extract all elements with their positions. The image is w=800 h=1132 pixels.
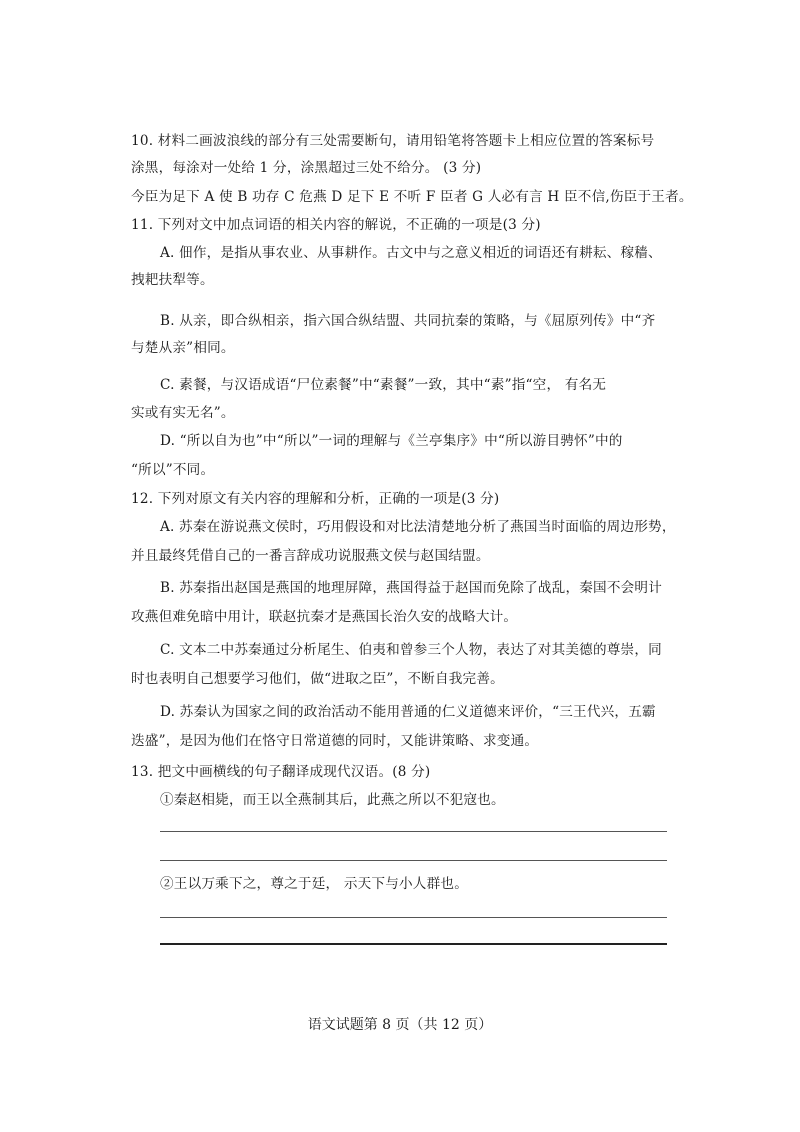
answer-line[interactable] <box>160 831 667 832</box>
q10-line-1: 10. 材料二画波浪线的部分有三处需要断句，请用铅笔将答题卡上相应位置的答案标号 <box>131 133 655 149</box>
q10-sentence: 今臣为足下 A 使 B 功存 C 危燕 D 足下 E 不听 F 臣者 G 人必有言 H 臣不信,伤臣于王者。 <box>131 189 693 205</box>
q11-option-b-line-2: 与楚从亲”相同。 <box>131 340 235 356</box>
q12-option-a-line-1: A. 苏秦在游说燕文侯时，巧用假设和对比法清楚地分析了燕国当时面临的周边形势， <box>160 519 676 535</box>
q11-option-d-line-2: “所以”不同。 <box>131 462 215 478</box>
page-footer: 语文试题第 8 页（共 12 页） <box>307 1017 493 1033</box>
q11-option-d-line-1: D. “所以自为也”中“所以”一词的理解与《兰亭集序》中“所以游目骋怀”中的 <box>160 433 623 449</box>
q11-option-a-line-2: 拽耙扶犁等。 <box>131 272 214 288</box>
q13-sentence-2: ②王以万乘下之，尊之于廷， 示天下与小人群也。 <box>160 876 468 892</box>
answer-line[interactable] <box>160 943 667 945</box>
q12-option-d-line-2: 迭盛”，是因为他们在恪守日常道德的同时，又能讲策略、求变通。 <box>131 733 539 749</box>
q12-option-a-line-2: 并且最终凭借自己的一番言辞成功说服燕文侯与赵国结盟。 <box>131 548 490 564</box>
q12-option-c-line-2: 时也表明自己想要学习他们，做“进取之臣”，不断自我完善。 <box>131 671 504 687</box>
q13-sentence-1: ①秦赵相毙，而王以全燕制其后，此燕之所以不犯寇也。 <box>160 792 505 808</box>
q11-option-c-line-2: 实或有实无名”。 <box>131 405 235 421</box>
q12-option-b-line-2: 攻燕但难免暗中用计，联赵抗秦才是燕国长治久安的战略大计。 <box>131 609 518 625</box>
q10-line-2: 涂黑，每涂对一处给 1 分，涂黑超过三处不给分。 (3 分) <box>131 160 482 176</box>
answer-line[interactable] <box>160 860 667 861</box>
answer-line[interactable] <box>160 917 667 918</box>
q11-option-c-line-1: C. 素餐，与汉语成语“尸位素餐”中“素餐”一致，其中“素”指“空， 有名无 <box>160 377 607 393</box>
q11-option-a-line-1: A. 佃作，是指从事农业、从事耕作。古文中与之意义相近的词语还有耕耘、稼穑、 <box>160 245 662 261</box>
q13-stem: 13. 把文中画横线的句子翻译成现代汉语。(8 分) <box>131 764 431 780</box>
q11-option-b-line-1: B. 从亲，即合纵相亲，指六国合纵结盟、共同抗秦的策略，与《屈原列传》中“齐 <box>160 313 656 329</box>
q12-stem: 12. 下列对原文有关内容的理解和分析，正确的一项是(3 分) <box>131 491 500 507</box>
q11-stem: 11. 下列对文中加点词语的相关内容的解说，不正确的一项是(3 分) <box>131 217 541 233</box>
q12-option-d-line-1: D. 苏秦认为国家之间的政治活动不能用普通的仁义道德来评价，“三王代兴，五霸 <box>160 704 656 720</box>
q12-option-c-line-1: C. 文本二中苏秦通过分析尾生、伯夷和曾参三个人物，表达了对其美德的尊崇，同 <box>160 642 662 658</box>
q12-option-b-line-1: B. 苏秦指出赵国是燕国的地理屏障，燕国得益于赵国而免除了战乱，秦国不会明计 <box>160 580 663 596</box>
